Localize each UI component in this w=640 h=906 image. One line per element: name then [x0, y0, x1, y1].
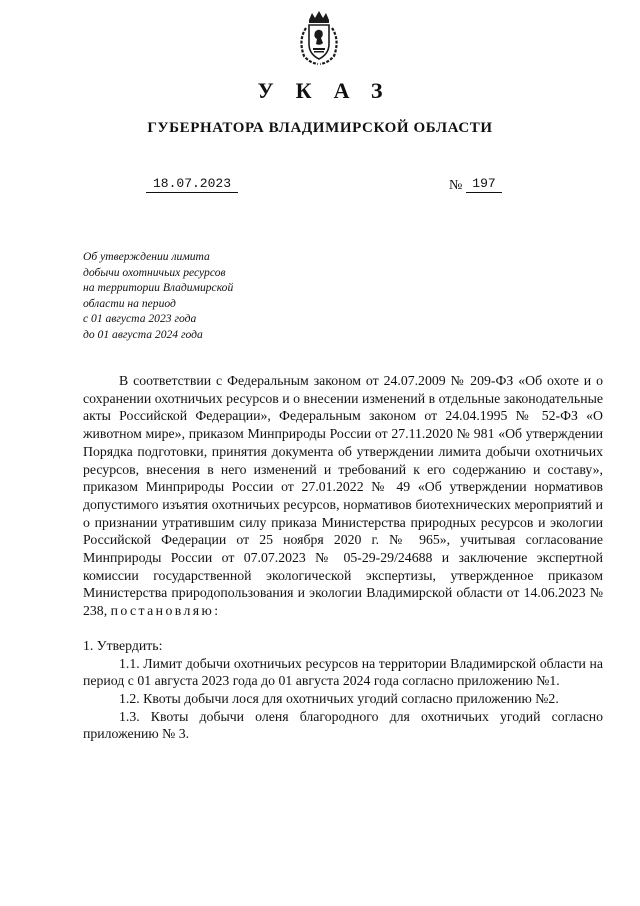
decree-word: постановляю: [110, 603, 221, 619]
decree-item-1: 1. Утвердить: [83, 637, 163, 653]
document-number: 197 [466, 176, 502, 193]
document-body [83, 372, 603, 743]
document-issuer: ГУБЕРНАТОРА ВЛАДИМИРСКОЙ ОБЛАСТИ [147, 120, 493, 136]
coat-of-arms-emblem [296, 10, 342, 66]
preamble-paragraph [83, 372, 603, 620]
subject-line: области на период [83, 296, 176, 310]
subject-line: до 01 августа 2024 года [83, 327, 203, 341]
number-label: № [449, 178, 463, 193]
subject-line: Об утверждении лимита [83, 250, 210, 263]
document-title: УКАЗ [257, 78, 405, 103]
subject-line: на территории Владимирской [83, 281, 234, 295]
subject-line: добычи охотничьих ресурсов [83, 265, 226, 279]
decree-item-1-3: 1.3. Квоты добычи оленя благородного для охотничьих угодий согласно приложению № 3. [83, 708, 603, 742]
document-subject [83, 249, 283, 343]
decree-item-1-1: 1.1. Лимит добычи охотничьих ресурсов на территории Владимирской области на период с 01 августа 2023 года до 01 августа 2024 года согласно приложению №1. [83, 655, 603, 689]
subject-line: с 01 августа 2023 года [83, 312, 197, 326]
decree-item-1-2: 1.2. Квоты добычи лося для охотничьих угодий согласно приложению №2. [119, 690, 559, 706]
preamble-text: В соответствии с Федеральным законом от 24.07.2009 № 209-ФЗ «Об охоте и о сохранении охотничьих ресурсов и о внесении изменений в отдельные законодательные акты Российской Федерации», Федеральным законом от 24.04.1995 № 52-ФЗ «О животном мире», приказом Минприроды России от 27.11.2020 № 981 «Об утверждении Порядка подготовки, принятия документа об утверждении лимита добычи охотничьих ресурсов, внесения в него изменений и требований к его содержанию и составу», приказом Минприроды России от 27.01.2022 № 49 «Об утверждении нормативов допустимого изъятия охотничьих ресурсов, нормативов биотехнических мероприятий и о признании утратившим силу приказа Министерства природных ресурсов и экологии Российской Федерации от 25 ноября 2020 г. № 965», учитывая согласование Минприроды России от 07.07.2023 № 05-29-29/24688 и заключение экспертной комиссии государственной экологической экспертизы, утвержденное приказом Министерства природопользования и экологии Владимирской области от 14.06.2023 № 238, [83, 373, 603, 619]
document-date: 18.07.2023 [146, 176, 238, 193]
